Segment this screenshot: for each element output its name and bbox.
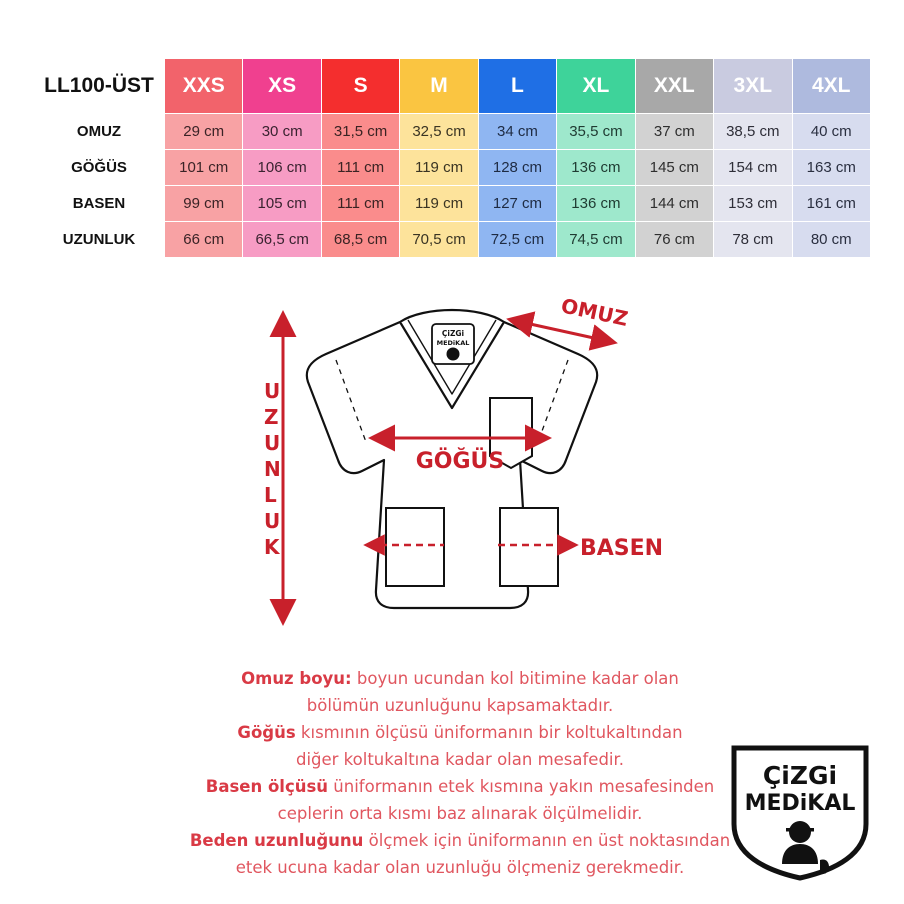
note-line-7 (120, 827, 800, 854)
cell-basen-xs: 105 cm (243, 186, 321, 222)
brand-logo (724, 732, 876, 882)
garment-measurement-diagram (0, 290, 904, 650)
note-line-2 (120, 692, 800, 719)
note-rest-5: üniformanın etek kısmına yakın mesafesinden (328, 777, 715, 796)
cell-omuz-xs: 30 cm (243, 114, 321, 150)
cell-gogus-xs: 106 cm (243, 150, 321, 186)
cell-gogus-xl: 136 cm (557, 150, 635, 186)
cell-basen-m: 119 cm (400, 186, 478, 222)
cell-omuz-m: 32,5 cm (400, 114, 478, 150)
note-line-6 (120, 800, 800, 827)
cell-gogus-l: 128 cm (478, 150, 556, 186)
note-line-5 (120, 773, 800, 800)
tag-line2: MEDiKAL (436, 339, 470, 347)
table-corner-label: LL100-ÜST (34, 59, 165, 114)
cell-basen-xl: 136 cm (557, 186, 635, 222)
column-header-xl: XL (557, 59, 635, 114)
cell-basen-s: 111 cm (321, 186, 399, 222)
table-header-row (34, 59, 871, 114)
cell-uzunluk-s: 68,5 cm (321, 222, 399, 258)
column-header-3xl: 3XL (714, 59, 792, 114)
basen-label: BASEN (580, 536, 664, 561)
cell-basen-3xl: 153 cm (714, 186, 792, 222)
cell-uzunluk-4xl: 80 cm (792, 222, 871, 258)
cell-omuz-xl: 35,5 cm (557, 114, 635, 150)
cell-basen-xxs: 99 cm (165, 186, 243, 222)
cell-gogus-m: 119 cm (400, 150, 478, 186)
size-chart-table-container (33, 58, 871, 258)
cell-gogus-3xl: 154 cm (714, 150, 792, 186)
uzunluk-measure-arrow (264, 316, 288, 620)
table-row (34, 114, 871, 150)
row-label-omuz: OMUZ (34, 114, 165, 150)
cell-omuz-l: 34 cm (478, 114, 556, 150)
note-rest-7: ölçmek için üniformanın en üst noktasından (363, 831, 731, 850)
row-label-uzunluk: UZUNLUK (34, 222, 165, 258)
cell-uzunluk-xxs: 66 cm (165, 222, 243, 258)
table-body (34, 114, 871, 258)
cell-uzunluk-m: 70,5 cm (400, 222, 478, 258)
table-row (34, 150, 871, 186)
cell-omuz-xxs: 29 cm (165, 114, 243, 150)
cell-uzunluk-l: 72,5 cm (478, 222, 556, 258)
cell-omuz-3xl: 38,5 cm (714, 114, 792, 150)
cell-gogus-xxs: 101 cm (165, 150, 243, 186)
note-line-4 (120, 746, 800, 773)
cell-basen-xxl: 144 cm (635, 186, 713, 222)
measurement-notes (120, 665, 800, 881)
note-rest-8: etek ucuna kadar olan uzunluğu ölçmeniz gerekmedir. (235, 858, 685, 877)
cell-omuz-s: 31,5 cm (321, 114, 399, 150)
column-header-4xl: 4XL (792, 59, 871, 114)
note-rest-2: bölümün uzunluğunu kapsamaktadır. (306, 696, 614, 715)
cell-uzunluk-xxl: 76 cm (635, 222, 713, 258)
column-header-xxs: XXS (165, 59, 243, 114)
note-rest-3: kısmının ölçüsü üniformanın bir koltukaltından (295, 723, 683, 742)
column-header-l: L (478, 59, 556, 114)
row-label-gogus: GÖĞÜS (34, 150, 165, 186)
cell-omuz-xxl: 37 cm (635, 114, 713, 150)
note-bold-7: Beden uzunluğunu (189, 831, 364, 850)
gogus-label: GÖĞÜS (415, 449, 505, 474)
column-header-xs: XS (243, 59, 321, 114)
table-header (34, 59, 871, 114)
note-bold-1: Omuz boyu: (241, 669, 352, 688)
note-line-1 (120, 665, 800, 692)
note-bold-3: Göğüs (237, 723, 296, 742)
note-rest-1: boyun ucundan kol bitimine kadar olan (351, 669, 679, 688)
logo-line2: MEDiKAL (744, 791, 856, 816)
cell-uzunluk-xl: 74,5 cm (557, 222, 635, 258)
cell-basen-4xl: 161 cm (792, 186, 871, 222)
cell-gogus-xxl: 145 cm (635, 150, 713, 186)
logo-line1: ÇiZGi (762, 761, 838, 790)
cell-basen-l: 127 cm (478, 186, 556, 222)
column-header-s: S (321, 59, 399, 114)
row-label-basen: BASEN (34, 186, 165, 222)
uzunluk-label: U Z U N L U K (264, 379, 281, 559)
cell-omuz-4xl: 40 cm (792, 114, 871, 150)
omuz-label: OMUZ (558, 293, 631, 331)
column-header-m: M (400, 59, 478, 114)
tag-line1: ÇiZGi (441, 329, 465, 338)
size-chart-table (33, 58, 871, 258)
note-rest-6: ceplerin orta kısmı baz alınarak ölçülmelidir. (277, 804, 643, 823)
cell-gogus-4xl: 163 cm (792, 150, 871, 186)
note-line-8 (120, 854, 800, 881)
cell-uzunluk-xs: 66,5 cm (243, 222, 321, 258)
note-rest-4: diğer koltukaltına kadar olan mesafedir. (295, 750, 625, 769)
table-row (34, 222, 871, 258)
garment-neck-tag (432, 324, 474, 364)
cell-uzunluk-3xl: 78 cm (714, 222, 792, 258)
note-line-3 (120, 719, 800, 746)
table-row (34, 186, 871, 222)
column-header-xxl: XXL (635, 59, 713, 114)
note-bold-5: Basen ölçüsü (205, 777, 329, 796)
cell-gogus-s: 111 cm (321, 150, 399, 186)
